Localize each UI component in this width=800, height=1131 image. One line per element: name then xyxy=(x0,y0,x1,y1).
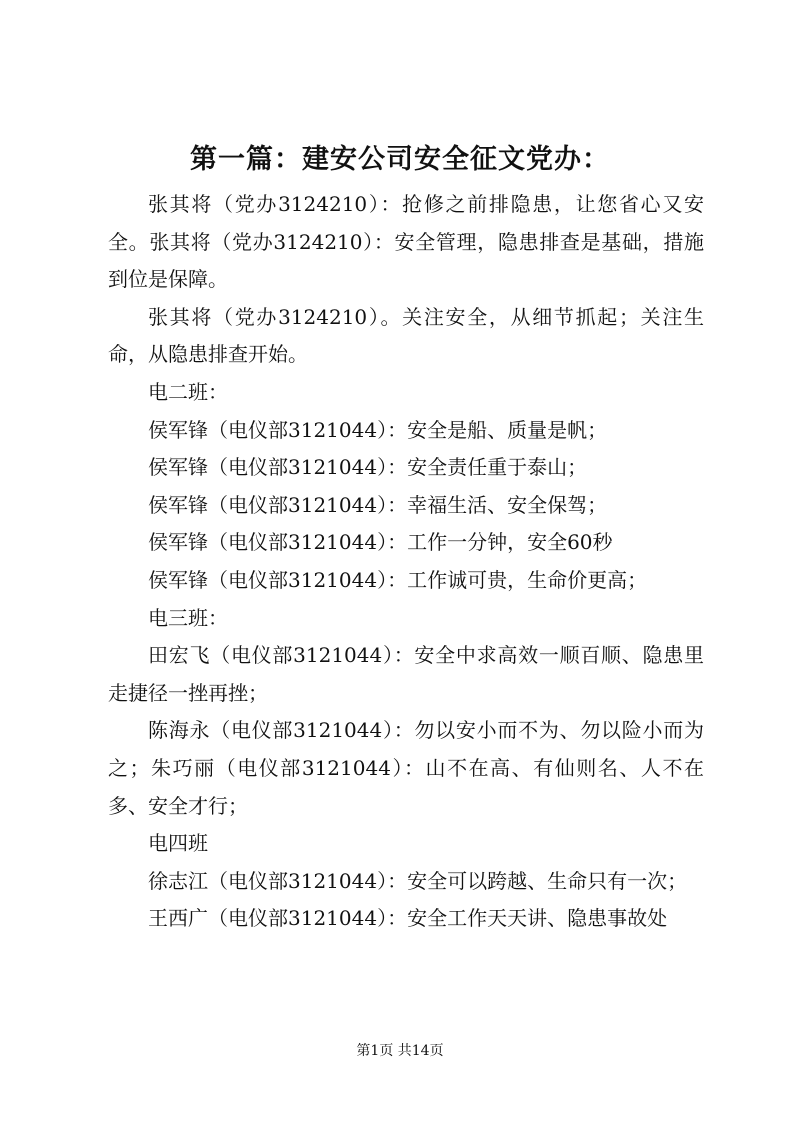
slogan-line: 侯军锋（电仪部3121044）：工作诚可贵，生命价更高； xyxy=(148,567,648,592)
document-body xyxy=(108,186,704,938)
section-heading: 电三班： xyxy=(148,605,228,630)
slogan-line: 侯军锋（电仪部3121044）：幸福生活、安全保驾； xyxy=(148,492,608,517)
slogan-line: 陈海永（电仪部3121044）：勿以安小而不为、勿以险小而为之；朱巧丽（电仪部3121044）：山不在高、有仙则名、人不在多、安全才行； xyxy=(108,718,704,818)
section-heading: 电二班： xyxy=(148,379,228,404)
slogan-line: 侯军锋（电仪部3121044）：安全是船、质量是帆； xyxy=(148,417,608,442)
page-number-footer: 第1页 共14页 xyxy=(356,1043,444,1059)
slogan-line: 侯军锋（电仪部3121044）：工作一分钟，安全60秒 xyxy=(148,530,613,555)
slogan-line: 侯军锋（电仪部3121044）：安全责任重于泰山； xyxy=(148,455,588,480)
slogan-line: 王西广（电仪部3121044）：安全工作天天讲、隐患事故处 xyxy=(148,906,668,931)
section-heading: 电四班 xyxy=(148,831,208,856)
document-title: 第一篇：建安公司安全征文党办： xyxy=(190,144,610,175)
paragraph: 张其将（党办3124210）。关注安全，从细节抓起；关注生命，从隐患排查开始。 xyxy=(108,304,704,367)
slogan-line: 田宏飞（电仪部3121044）：安全中求高效一顺百顺、隐患里走捷径一挫再挫； xyxy=(108,643,704,705)
slogan-line: 徐志江（电仪部3121044）：安全可以跨越、生命只有一次； xyxy=(148,868,688,893)
paragraph: 张其将（党办3124210）：抢修之前排隐患，让您省心又安全。张其将（党办3124210）：安全管理，隐患排查是基础，措施到位是保障。 xyxy=(108,192,704,292)
